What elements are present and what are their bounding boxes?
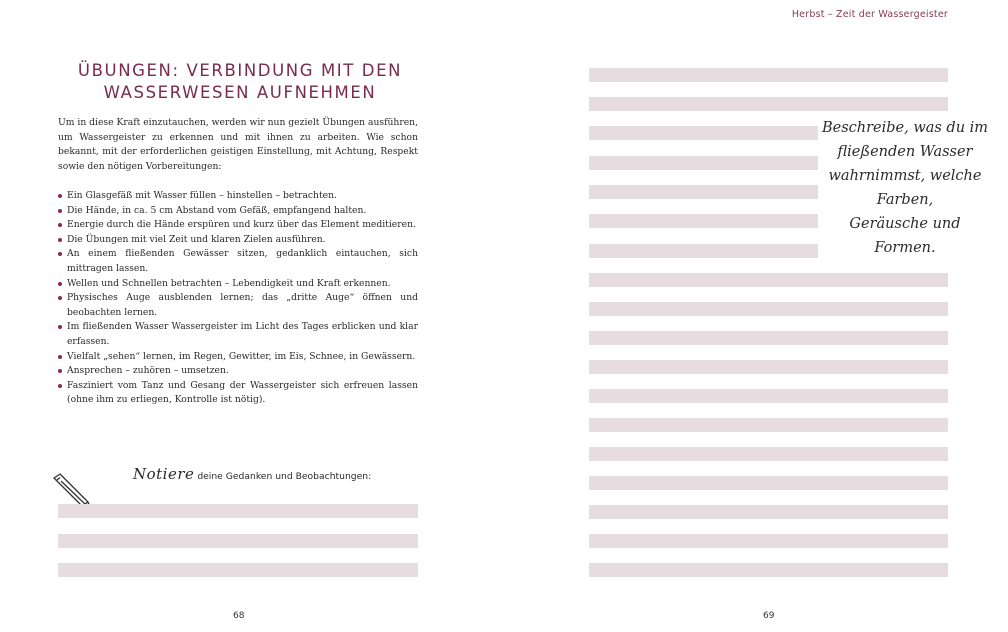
list-item: Wellen und Schnellen betrachten – Lebendigkeit und Kraft erkennen. bbox=[58, 277, 418, 292]
writing-line[interactable] bbox=[589, 331, 948, 345]
exercise-list bbox=[58, 189, 418, 408]
writing-line[interactable] bbox=[589, 505, 948, 519]
writing-line[interactable] bbox=[589, 476, 948, 490]
bullet-icon bbox=[58, 238, 62, 242]
writing-line[interactable] bbox=[589, 360, 948, 374]
writing-line[interactable] bbox=[589, 302, 948, 316]
list-item: Die Hände, in ca. 5 cm Abstand vom Gefäß, empfangend halten. bbox=[58, 204, 418, 219]
handwritten-line-1: Beschreibe, was du im bbox=[821, 120, 989, 136]
bullet-icon bbox=[58, 194, 62, 198]
list-item: Physisches Auge ausblenden lernen; das „dritte Auge“ öffnen und beobachten lernen. bbox=[58, 291, 418, 320]
list-item: Die Übungen mit viel Zeit und klaren Zielen ausführen. bbox=[58, 233, 418, 248]
notes-prompt-text: deine Gedanken und Beobachtungen: bbox=[194, 471, 372, 482]
writing-line[interactable] bbox=[589, 534, 948, 548]
bullet-icon bbox=[58, 223, 62, 227]
writing-line[interactable] bbox=[58, 534, 418, 548]
bullet-icon bbox=[58, 384, 62, 388]
list-item: An einem fließenden Gewässer sitzen, gedanklich eintauchen, sich mittragen lassen. bbox=[58, 247, 418, 276]
intro-paragraph: Um in diese Kraft einzutauchen, werden wir nun gezielt Übungen ausführen, um Wassergeister zu erkennen und mit ihnen zu arbeiten. Wie schon bekannt, mit der erforderlichen geistigen Einstellung, mit Achtung, Respekt sowie den nötigen Vorbereitungen: bbox=[58, 117, 418, 172]
list-item: Im fließenden Wasser Wassergeister im Licht des Tages erblicken und klar erfassen. bbox=[58, 320, 418, 349]
writing-line[interactable] bbox=[58, 563, 418, 577]
writing-line[interactable] bbox=[589, 68, 948, 82]
list-item: Fasziniert vom Tanz und Gesang der Wassergeister sich erfreuen lassen (ohne ihm zu erliegen, Kontrolle ist nötig). bbox=[58, 379, 418, 408]
writing-line[interactable] bbox=[589, 418, 948, 432]
handwritten-prompt bbox=[818, 116, 992, 260]
list-item: Vielfalt „sehen“ lernen, im Regen, Gewitter, im Eis, Schnee, in Gewässern. bbox=[58, 350, 418, 365]
list-item: Energie durch die Hände erspüren und kurz über das Element meditieren. bbox=[58, 218, 418, 233]
handwritten-line-4: Geräusche und Formen. bbox=[849, 216, 961, 256]
title-line-1: ÜBUNGEN: VERBINDUNG MIT DEN bbox=[77, 61, 403, 80]
page-number-right: 69 bbox=[763, 611, 775, 621]
handwritten-line-3: wahrnimmst, welche Farben, bbox=[828, 168, 982, 208]
bullet-icon bbox=[58, 209, 62, 213]
notes-prompt bbox=[133, 464, 371, 483]
bullet-icon bbox=[58, 355, 62, 359]
writing-line[interactable] bbox=[589, 389, 948, 403]
page-title bbox=[58, 60, 422, 104]
running-header: Herbst – Zeit der Wassergeister bbox=[791, 9, 948, 20]
bullet-icon bbox=[58, 252, 62, 256]
writing-line[interactable] bbox=[58, 504, 418, 518]
list-item: Ein Glasgefäß mit Wasser füllen – hinstellen – betrachten. bbox=[58, 189, 418, 204]
title-line-2: WASSERWESEN AUFNEHMEN bbox=[103, 83, 377, 102]
bullet-icon bbox=[58, 296, 62, 300]
notes-prompt-handwritten: Notiere bbox=[133, 465, 195, 483]
handwritten-line-2: fließenden Wasser bbox=[837, 144, 973, 160]
bullet-icon bbox=[58, 282, 62, 286]
page-number-left: 68 bbox=[233, 611, 245, 621]
writing-line[interactable] bbox=[589, 447, 948, 461]
bullet-icon bbox=[58, 325, 62, 329]
bullet-icon bbox=[58, 369, 62, 373]
list-item: Ansprechen – zuhören – umsetzen. bbox=[58, 364, 418, 379]
writing-line[interactable] bbox=[589, 563, 948, 577]
writing-line[interactable] bbox=[589, 97, 948, 111]
writing-line[interactable] bbox=[589, 273, 948, 287]
